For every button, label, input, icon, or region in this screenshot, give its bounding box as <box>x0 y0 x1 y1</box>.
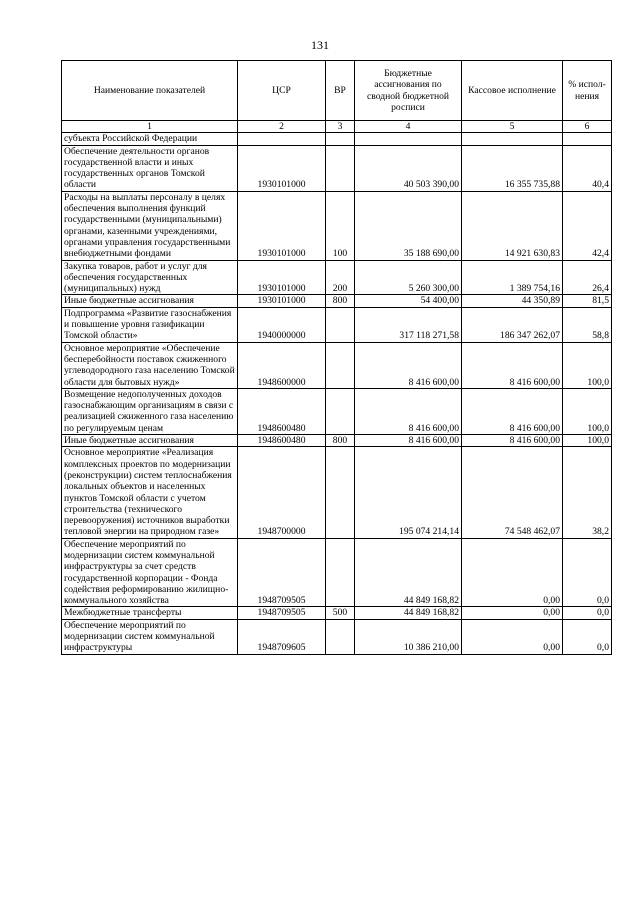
cell-pct: 81,5 <box>563 295 612 307</box>
cell-csr: 1930101000 <box>238 145 326 191</box>
header-budget: Бюджетные ассигнования по сводной бюджетной росписи <box>355 61 462 121</box>
cell-budget: 54 400,00 <box>355 295 462 307</box>
cell-name: Возмещение недополученных доходов газоснабжающим организациям в связи с реализацией сжиженного газа населению по регулируемым ценам <box>62 388 238 434</box>
cell-csr: 1948709505 <box>238 538 326 607</box>
cell-cash: 16 355 735,88 <box>462 145 563 191</box>
table-header-row <box>62 61 612 121</box>
cell-vr <box>326 619 355 654</box>
cell-csr <box>238 133 326 145</box>
cell-budget: 8 416 600,00 <box>355 388 462 434</box>
cell-csr: 1948600000 <box>238 342 326 388</box>
cell-budget: 8 416 600,00 <box>355 342 462 388</box>
column-index: 2 <box>238 121 326 133</box>
cell-pct: 100,0 <box>563 342 612 388</box>
cell-pct: 40,4 <box>563 145 612 191</box>
table-row <box>62 342 612 388</box>
cell-cash: 8 416 600,00 <box>462 388 563 434</box>
table-row <box>62 133 612 145</box>
cell-csr: 1948600480 <box>238 435 326 447</box>
cell-budget: 8 416 600,00 <box>355 435 462 447</box>
cell-vr: 100 <box>326 191 355 260</box>
cell-cash: 1 389 754,16 <box>462 260 563 295</box>
cell-cash: 0,00 <box>462 619 563 654</box>
table-row <box>62 447 612 538</box>
table-row <box>62 607 612 619</box>
cell-vr: 800 <box>326 435 355 447</box>
header-cash: Кассовое исполнение <box>462 61 563 121</box>
cell-pct: 38,2 <box>563 447 612 538</box>
cell-pct: 42,4 <box>563 191 612 260</box>
cell-pct: 100,0 <box>563 435 612 447</box>
cell-pct: 100,0 <box>563 388 612 434</box>
table-row <box>62 260 612 295</box>
table-row <box>62 295 612 307</box>
cell-pct: 26,4 <box>563 260 612 295</box>
cell-budget <box>355 133 462 145</box>
column-index: 4 <box>355 121 462 133</box>
cell-cash: 0,00 <box>462 607 563 619</box>
cell-cash: 74 548 462,07 <box>462 447 563 538</box>
cell-name: Подпрограмма «Развитие газоснабжения и повышение уровня газификации Томской области» <box>62 307 238 342</box>
column-index: 6 <box>563 121 612 133</box>
cell-budget: 317 118 271,58 <box>355 307 462 342</box>
cell-csr: 1948709605 <box>238 619 326 654</box>
page-number: 131 <box>311 38 329 52</box>
cell-csr: 1948600480 <box>238 388 326 434</box>
table-row <box>62 145 612 191</box>
cell-csr: 1940000000 <box>238 307 326 342</box>
cell-cash: 0,00 <box>462 538 563 607</box>
cell-name: Основное мероприятие «Реализация комплексных проектов по модернизации (реконструкции) систем теплоснабжения локальных объектов и населенных пунктов Томской области с учетом строительства (технического перевооружения) источников выработки тепловой энергии на природном газе» <box>62 447 238 538</box>
cell-vr <box>326 388 355 434</box>
table-row <box>62 388 612 434</box>
cell-vr: 500 <box>326 607 355 619</box>
cell-budget: 5 260 300,00 <box>355 260 462 295</box>
cell-vr <box>326 307 355 342</box>
column-index: 1 <box>62 121 238 133</box>
cell-vr <box>326 145 355 191</box>
cell-vr <box>326 447 355 538</box>
cell-name: Основное мероприятие «Обеспечение бесперебойности поставок сжиженного углеводородного газа населению Томской области для бытовых нужд» <box>62 342 238 388</box>
cell-csr: 1948700000 <box>238 447 326 538</box>
table-row <box>62 538 612 607</box>
cell-budget: 35 188 690,00 <box>355 191 462 260</box>
header-name: Наименование показателей <box>62 61 238 121</box>
cell-cash: 8 416 600,00 <box>462 342 563 388</box>
budget-execution-table <box>61 60 612 655</box>
cell-budget: 44 849 168,82 <box>355 607 462 619</box>
cell-cash <box>462 133 563 145</box>
cell-name: Расходы на выплаты персоналу в целях обеспечения выполнения функций государственными (муниципальными) органами, казенными учреждениями, органами управления государственными внебюджетными фондами <box>62 191 238 260</box>
cell-csr: 1930101000 <box>238 295 326 307</box>
cell-vr <box>326 133 355 145</box>
cell-budget: 44 849 168,82 <box>355 538 462 607</box>
table-row <box>62 307 612 342</box>
header-pct: % испол-нения <box>563 61 612 121</box>
cell-pct: 58,8 <box>563 307 612 342</box>
cell-vr <box>326 342 355 388</box>
cell-name: субъекта Российской Федерации <box>62 133 238 145</box>
cell-pct: 0,0 <box>563 607 612 619</box>
header-csr: ЦСР <box>238 61 326 121</box>
cell-cash: 14 921 630,83 <box>462 191 563 260</box>
cell-csr: 1930101000 <box>238 260 326 295</box>
header-vr: ВР <box>326 61 355 121</box>
cell-name: Обеспечение мероприятий по модернизации систем коммунальной инфраструктуры за счет средств государственной корпорации - Фонда содействия реформированию жилищно-коммунального хозяйства <box>62 538 238 607</box>
cell-budget: 195 074 214,14 <box>355 447 462 538</box>
cell-vr: 200 <box>326 260 355 295</box>
cell-cash: 8 416 600,00 <box>462 435 563 447</box>
cell-name: Иные бюджетные ассигнования <box>62 295 238 307</box>
cell-budget: 10 386 210,00 <box>355 619 462 654</box>
cell-pct: 0,0 <box>563 619 612 654</box>
cell-vr <box>326 538 355 607</box>
cell-name: Межбюджетные трансферты <box>62 607 238 619</box>
table-row <box>62 619 612 654</box>
cell-name: Закупка товаров, работ и услуг для обеспечения государственных (муниципальных) нужд <box>62 260 238 295</box>
cell-csr: 1930101000 <box>238 191 326 260</box>
cell-cash: 44 350,89 <box>462 295 563 307</box>
cell-name: Обеспечение мероприятий по модернизации систем коммунальной инфраструктуры <box>62 619 238 654</box>
cell-pct: 0,0 <box>563 538 612 607</box>
table-row <box>62 435 612 447</box>
column-index: 5 <box>462 121 563 133</box>
cell-vr: 800 <box>326 295 355 307</box>
cell-budget: 40 503 390,00 <box>355 145 462 191</box>
column-index-row <box>62 121 612 133</box>
cell-cash: 186 347 262,07 <box>462 307 563 342</box>
cell-pct <box>563 133 612 145</box>
column-index: 3 <box>326 121 355 133</box>
table-body <box>62 133 612 654</box>
table-row <box>62 191 612 260</box>
cell-csr: 1948709505 <box>238 607 326 619</box>
cell-name: Иные бюджетные ассигнования <box>62 435 238 447</box>
cell-name: Обеспечение деятельности органов государственной власти и иных государственных органов Томской области <box>62 145 238 191</box>
